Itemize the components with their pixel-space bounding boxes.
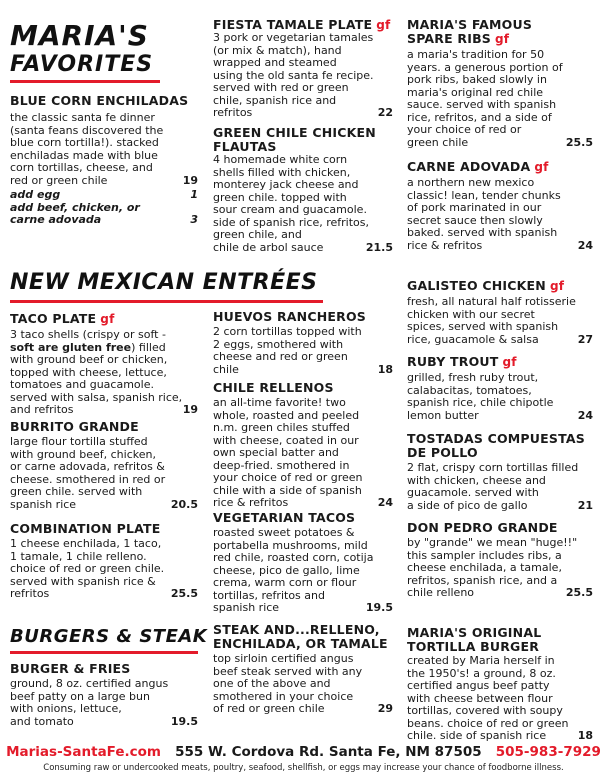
item-price: 19.5 [363,602,393,615]
item-name: GALISTEO CHICKEN [407,278,546,293]
item-name: DON PEDRO GRANDE [407,520,558,535]
item-description: large flour tortilla stuffed with ground beef, chicken, or carne adovada, refritos & cheese. smothered in red or green chile. served with spanish rice 20.5 [10,435,198,511]
item-description: created by Maria herself in the 1950's! a ground, 8 oz. certified angus beef patty with cheese between flour tortillas, covered with soupy beans. choice of red or green chile. side of spanish rice 18 [407,654,593,742]
item-name: MARIA'S ORIGINAL TORTILLA BURGER [407,625,542,654]
item-description: 2 flat, crispy corn tortillas filled with chicken, cheese and guacamole. served with a side of pico de gallo 21 [407,461,593,512]
menu-item-carne-adovada [407,160,593,252]
item-name: BURRITO GRANDE [10,419,139,434]
addon-egg: add egg 1 [10,188,198,201]
item-price: 18 [575,730,593,743]
menu-item-vegetarian-tacos [213,511,393,615]
item-name: STEAK AND...RELLENO, ENCHILADA, OR TAMALE [213,622,388,651]
menu-item-blue-corn-enchiladas [10,94,198,227]
addon-price: 3 [187,214,198,227]
item-name: CHILE RELLENOS [213,380,334,395]
menu-item-fiesta-tamale-plate [213,18,393,120]
menu-item-don-pedro-grande [407,521,593,600]
menu-item-combination-plate [10,522,198,601]
food-safety-notice: Consuming raw or undercooked meats, poultry, seafood, shellfish, or eggs may increase your chance of foodborne illness. [43,763,564,773]
phone-number[interactable]: 505-983-7929 [495,744,601,760]
gluten-free-badge: gf [376,18,391,32]
item-name: GREEN CHILE CHICKEN FLAUTAS [213,125,376,154]
item-price: 21.5 [363,242,393,255]
menu-item-galisteo-chicken [407,279,593,346]
item-name: RUBY TROUT [407,354,499,369]
addon-price: 1 [187,189,198,202]
item-description: by "grande" we mean "huge!!" this sampler includes ribs, a cheese enchilada, a tamale, refritos, spanish rice, and a chile relleno 25.5 [407,536,593,599]
item-price: 22 [375,107,393,120]
item-description: 4 homemade white corn shells filled with chicken, monterey jack cheese and green chile. topped with sour cream and guacamole. side of spanish rice, refritos, green chile, and chile de arbol sauce 21.5 [213,153,393,254]
item-name: COMBINATION PLATE [10,521,161,536]
menu-item-burger-fries [10,662,198,728]
item-name: CARNE ADOVADA [407,159,531,174]
item-price: 19 [180,404,198,417]
menu-item-green-chile-flautas [213,126,393,254]
menu-item-huevos-rancheros [213,310,393,376]
item-name: VEGETARIAN TACOS [213,510,356,525]
item-price: 20.5 [168,499,198,512]
item-description: 2 corn tortillas topped with 2 eggs, smothered with cheese and red or green chile 18 [213,325,393,376]
menu-item-tortilla-burger [407,626,593,743]
item-name: TOSTADAS COMPUESTAS DE POLLO [407,431,585,460]
menu-item-taco-plate [10,312,198,417]
item-price: 19 [180,175,198,188]
addon-meat: add beef, chicken, or carne adovada 3 [10,200,198,226]
item-description: 1 cheese enchilada, 1 taco, 1 tamale, 1 chile relleno. choice of red or green chile. served with spanish rice & refritos 25.5 [10,537,198,600]
item-price: 25.5 [563,587,593,600]
item-price: 21 [575,500,593,513]
item-name: BLUE CORN ENCHILADAS [10,93,189,108]
burgers-underline [10,651,198,654]
item-description: a maria's tradition for 50 years. a generous portion of pork ribs, baked slowly in maria's original red chile sauce. served with spanish rice, refritos, and a side of your choice of red or green chile 25.5 [407,48,593,149]
favorites-title-line1: MARIA'S [10,19,149,52]
item-name: MARIA'S FAMOUS SPARE RIBS gf [407,17,533,46]
item-price: 29 [375,703,393,716]
item-price: 24 [375,497,393,510]
favorites-title-line2: FAVORITES [10,52,154,77]
item-description: grilled, fresh ruby trout, calabacitas, tomatoes, spanish rice, chile chipotle lemon butter 24 [407,371,593,422]
gluten-free-badge: gf [534,160,549,174]
gluten-free-badge: gf [549,279,565,293]
item-description: a northern new mexico classic! lean, tender chunks of pork marinated in our secret sauce then slowly baked. served with spanish rice & refritos 24 [407,176,593,252]
gluten-free-badge: gf [100,312,115,326]
gluten-free-badge: gf [495,32,510,46]
item-description: an all-time favorite! two whole, roasted and peeled n.m. green chiles stuffed with cheese, coated in our own special batter and deep-fried. smothered in your choice of red or green chile with a side of spanish rice & refritos 24 [213,396,393,509]
menu-item-steak-combo [213,623,393,716]
website-link[interactable]: Marias-SantaFe.com [6,744,161,760]
item-description: ground, 8 oz. certified angus beef patty on a large bun with onions, lettuce, and tomato 19.5 [10,677,198,728]
item-description: the classic santa fe dinner (santa feans discovered the blue corn tortilla!). stacked enchiladas made with blue corn tortillas, cheese, and red or green chile 19 [10,111,198,187]
item-price: 24 [575,410,593,423]
item-name: BURGER & FRIES [10,661,131,676]
item-price: 24 [575,240,593,253]
item-price: 25.5 [168,588,198,601]
item-price: 25.5 [563,137,593,150]
item-description: 3 taco shells (crispy or soft - soft are gluten free) filled with ground beef or chicken, topped with cheese, lettuce, tomatoes and guacamole. served with salsa, spanish rice, and refritos 19 [10,328,198,416]
item-price: 19.5 [168,716,198,729]
address: 555 W. Cordova Rd. Santa Fe, NM 87505 [175,744,482,760]
item-name: TACO PLATE [10,311,97,326]
gluten-free-badge: gf [502,355,517,369]
item-price: 18 [375,364,393,377]
entrees-title: NEW MEXICAN ENTRÉES [10,270,318,295]
menu-item-chile-rellenos [213,381,393,510]
menu-item-burrito-grande [10,420,198,511]
item-name: FIESTA TAMALE PLATE [213,17,373,32]
burgers-title: BURGERS & STEAK [10,626,208,647]
item-description: roasted sweet potatoes & portabella mushrooms, mild red chile, roasted corn, cotija cheese, pico de gallo, lime crema, warm corn or flour tortillas, refritos and spanish rice 19.5 [213,526,393,614]
item-description: top sirloin certified angus beef steak served with any one of the above and smothered in your choice of red or green chile 29 [213,652,393,715]
item-description: 3 pork or vegetarian tamales (or mix & match), hand wrapped and steamed using the old santa fe recipe. served with red or green chile, spanish rice and refritos 22 [213,31,393,119]
menu-item-spare-ribs [407,18,593,149]
menu-item-ruby-trout [407,355,593,422]
favorites-underline [10,80,160,83]
footer-contact [0,744,607,760]
entrees-underline [10,300,323,303]
item-name: HUEVOS RANCHEROS [213,309,366,324]
menu-item-tostadas-compuestas [407,432,593,512]
item-price: 27 [575,334,593,347]
item-description: fresh, all natural half rotisserie chicken with our secret spices, served with spanish rice, guacamole & salsa 27 [407,295,593,346]
